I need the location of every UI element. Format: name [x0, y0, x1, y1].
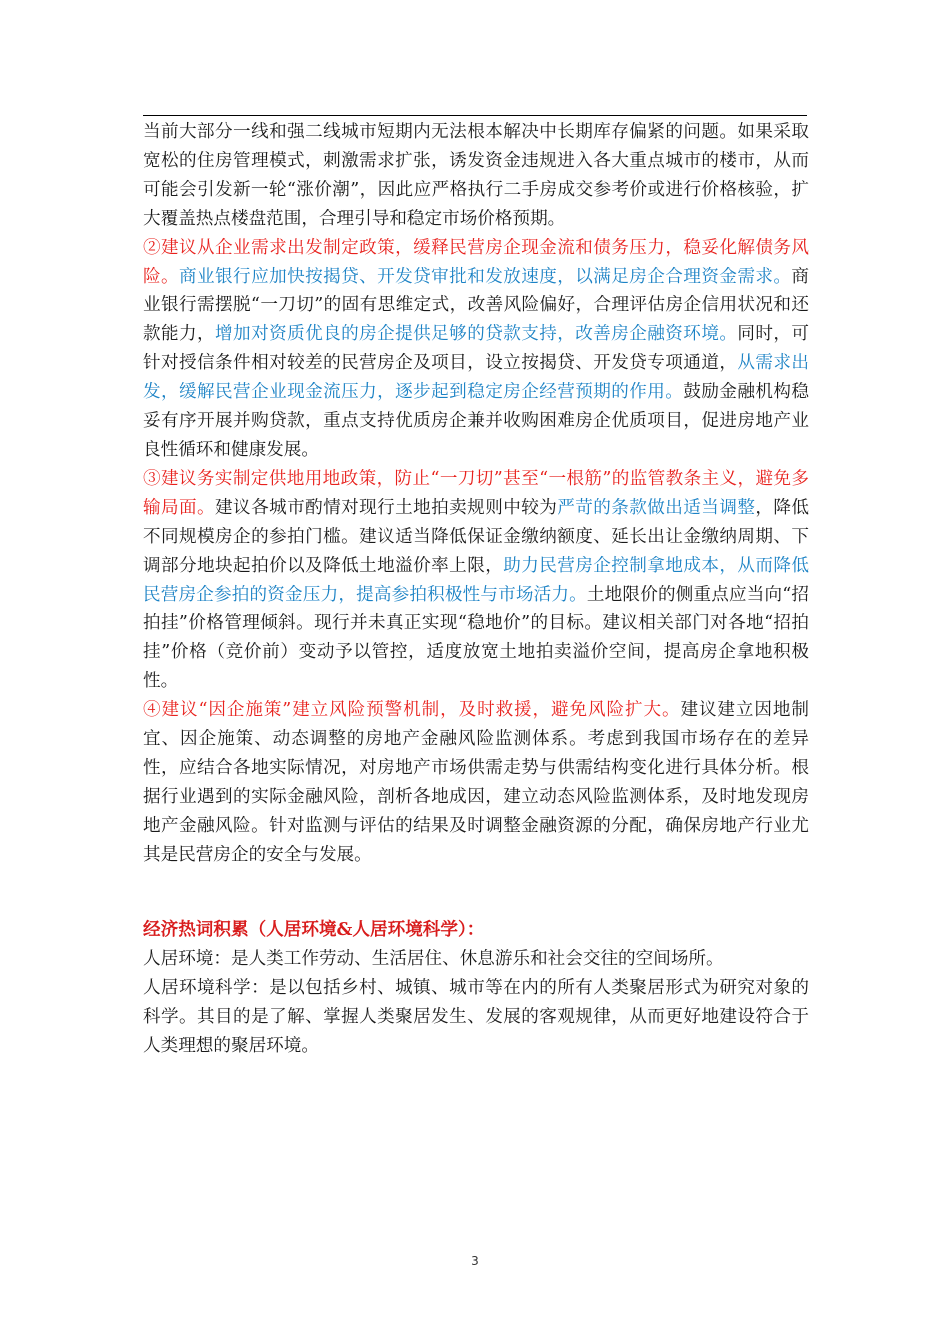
- main-body: [143, 118, 809, 870]
- page-number: 3: [471, 1254, 479, 1268]
- point-3-highlight-2: 助力民营房企控制拿地成本，从而降低民营房企参拍的资金压力，提高参拍积极性与市场活力。: [143, 555, 809, 605]
- point-4-heading: ④建议“因企施策”建立风险预警机制，及时救援，避免风险扩大。: [143, 700, 681, 721]
- intro-paragraph: [143, 118, 809, 234]
- point-2-highlight-2: 增加对资质优良的房企提供足够的贷款支持，改善房企融资环境。: [215, 324, 738, 345]
- point-3-heading: ③建议务实制定供地用地政策，防止“一刀切”甚至“一根筋”的监管教条主义，避免多输局面。: [143, 468, 809, 518]
- glossary-entry-living-environment: 人居环境：是人类工作劳动、生活居住、休息游乐和社会交往的空间场所。: [143, 948, 724, 969]
- point-3-text-1: 建议各城市酌情对现行土地拍卖规则中较为: [215, 497, 558, 518]
- glossary-section: [143, 916, 809, 1061]
- point-2-highlight-3: 从需求出发，缓解民营企业现金流压力，逐步起到稳定房企经营预期的作用。: [143, 353, 809, 403]
- header-rule: [143, 115, 807, 116]
- point-4-paragraph: [143, 696, 809, 869]
- point-2-highlight-1: 商业银行应加快按揭贷、开发贷审批和发放速度，以满足房企合理资金需求。: [179, 266, 792, 287]
- point-3-highlight-1: 严苛的条款做出适当调整: [557, 497, 756, 518]
- point-2-paragraph: [143, 234, 809, 465]
- point-3-text-3: 土地限价的侧重点应当向“招拍挂”价格管理倾斜。现行并未真正实现“稳地价”的目标。建议相关部门对各地“招拍挂”价格（竞价前）变动予以管控，适度放宽土地拍卖溢价空间，提高房企拿地积极性。: [143, 584, 809, 692]
- point-2-text-2: 同时，可针对授信条件相对较差的民营房企及项目，设立按揭贷、开发贷专项通道，: [143, 324, 809, 374]
- intro-text: 当前大部分一线和强二线城市短期内无法根本解决中长期库存偏紧的问题。如果采取宽松的住房管理模式，刺激需求扩张，诱发资金违规进入各大重点城市的楼市，从而可能会引发新一轮“涨价潮”，因此应严格执行二手房成交参考价或进行价格核验，扩大覆盖热点楼盘范围，合理引导和稳定市场价格预期。: [143, 122, 809, 229]
- glossary-entry-living-environment-science: 人居环境科学：是以包括乡村、城镇、城市等在内的所有人类聚居形式为研究对象的科学。其目的是了解、掌握人类聚居发生、发展的客观规律，从而更好地建设符合于人类理想的聚居环境。: [143, 977, 809, 1056]
- point-3-text-2: ，降低不同规模房企的参拍门槛。建议适当降低保证金缴纳额度、延长出让金缴纳周期、下调部分地块起拍价以及降低土地溢价率上限，: [143, 497, 809, 576]
- point-2-text-3: 鼓励金融机构稳妥有序开展并购贷款，重点支持优质房企兼并收购困难房企优质项目，促进房地产业良性循环和健康发展。: [143, 382, 809, 460]
- point-2-text-1: 商业银行需摆脱“一刀切”的固有思维定式，改善风险偏好，合理评估房企信用状况和还款能力，: [143, 266, 809, 345]
- point-3-paragraph: [143, 465, 809, 696]
- point-2-heading: ②建议从企业需求出发制定政策，缓释民营房企现金流和债务压力，稳妥化解债务风险。: [143, 237, 809, 287]
- glossary-title: 经济热词积累（人居环境&人居环境科学）：: [143, 919, 485, 940]
- point-4-text-1: 建议建立因地制宜、因企施策、动态调整的房地产金融风险监测体系。考虑到我国市场存在的差异性，应结合各地实际情况，对房地产市场供需走势与供需结构变化进行具体分析。根据行业遇到的实际金融风险，剖析各地成因，建立动态风险监测体系，及时地发现房地产金融风险。针对监测与评估的结果及时调整金融资源的分配，确保房地产行业尤其是民营房企的安全与发展。: [143, 700, 809, 865]
